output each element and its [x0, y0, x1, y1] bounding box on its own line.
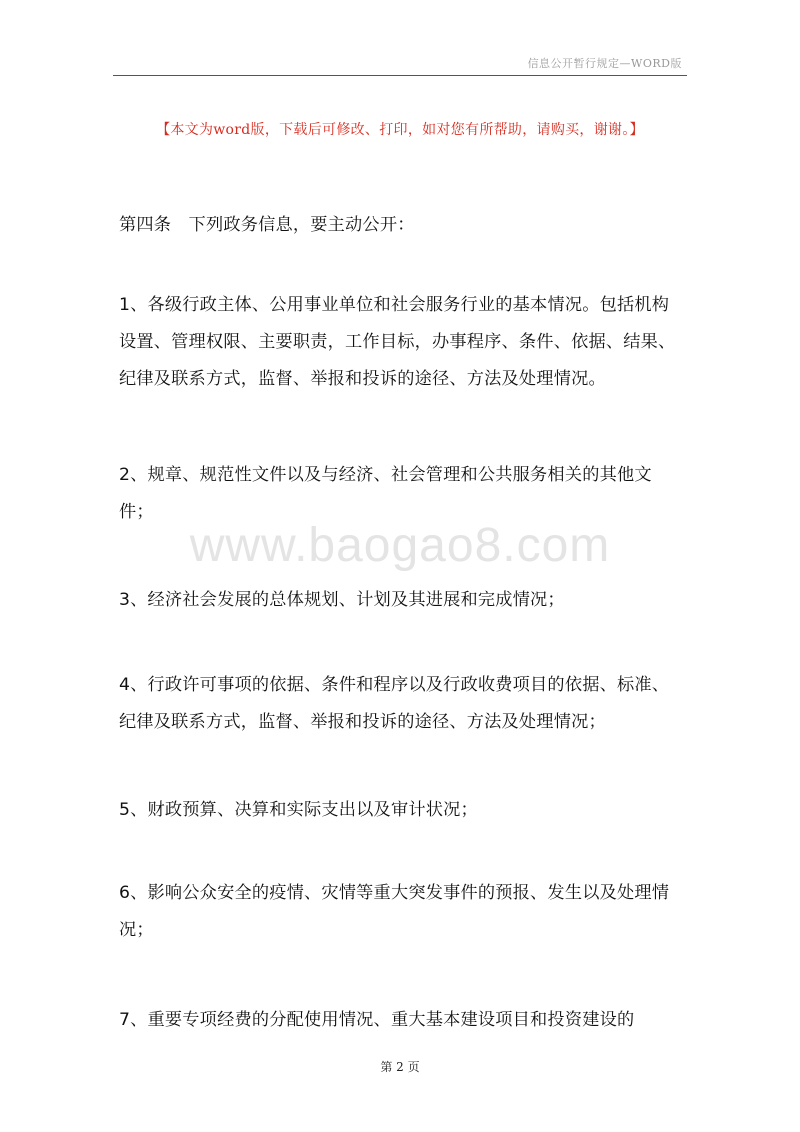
paragraph-item-3: 3、经济社会发展的总体规划、计划及其进展和完成情况；	[119, 590, 565, 610]
watermark: www.baogao8.com	[189, 519, 611, 572]
page-number: 第 2 页	[380, 1060, 420, 1074]
paragraph-article-four: 第四条 下列政务信息，要主动公开：	[119, 215, 415, 235]
paragraph-item-4: 4、行政许可事项的依据、条件和程序以及行政收费项目的依据、标准、纪律及联系方式，监督、举报和投诉的途径、方法及处理情况；	[119, 675, 670, 732]
paragraph-item-6: 6、影响公众安全的疫情、灾情等重大突发事件的预报、发生以及处理情况；	[119, 883, 670, 940]
paragraph-item-2: 2、规章、规范性文件以及与经济、社会管理和公共服务相关的其他文件；	[119, 465, 652, 522]
paragraph-item-1: 1、各级行政主体、公用事业单位和社会服务行业的基本情况。包括机构设置、管理权限、主要职责，工作目标，办事程序、条件、依据、结果、纪律及联系方式，监督、举报和投诉的途径、方法及处理情况。	[119, 295, 676, 389]
header-divider	[113, 75, 687, 76]
paragraph-item-7: 7、重要专项经费的分配使用情况、重大基本建设项目和投资建设的	[119, 1010, 635, 1030]
paragraph-item-5: 5、财政预算、决算和实际支出以及审计状况；	[119, 800, 478, 820]
purchase-notice: 【本文为word版，下载后可修改、打印，如对您有所帮助，请购买，谢谢。】	[156, 122, 644, 138]
header-title: 信息公开暂行规定—WORD版	[527, 57, 682, 70]
